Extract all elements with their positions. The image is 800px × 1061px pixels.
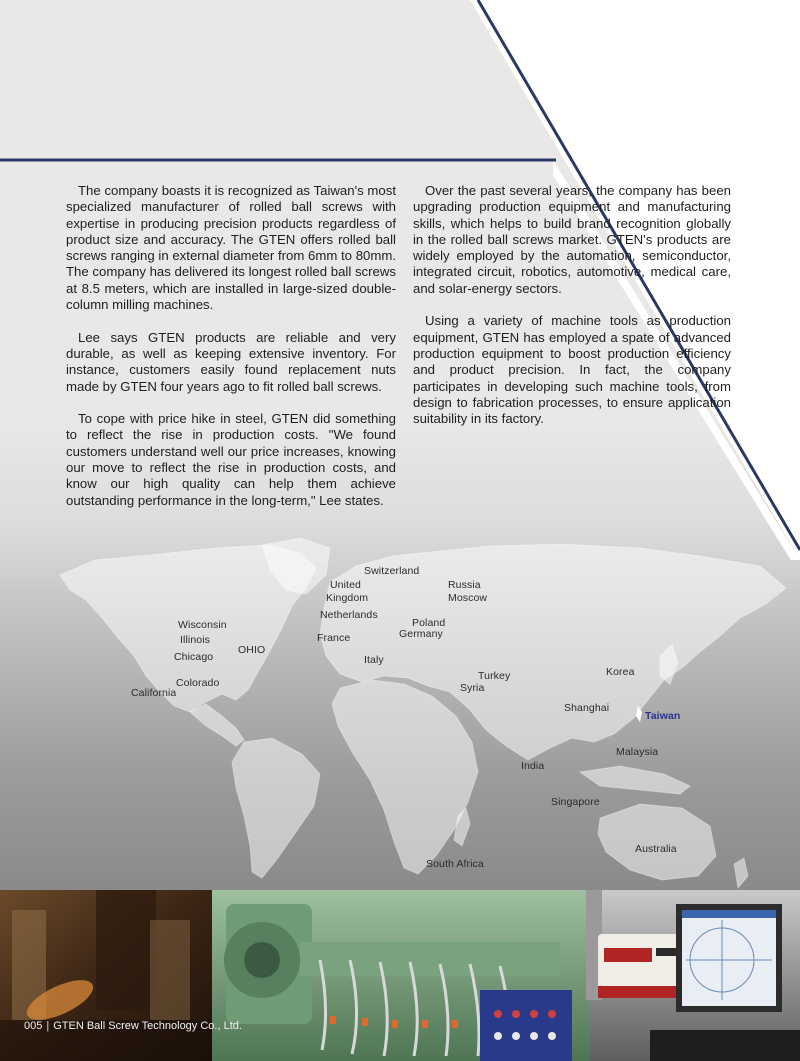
map-label-south-africa: South Africa — [426, 858, 484, 870]
map-label-shanghai: Shanghai — [564, 702, 610, 714]
map-label-korea: Korea — [606, 666, 635, 678]
map-label-germany: Germany — [399, 628, 443, 640]
map-label-france: France — [317, 632, 351, 644]
page-footer — [24, 1020, 242, 1032]
southeast-asia-islands-shape — [580, 766, 690, 794]
map-label-singapore: Singapore — [551, 796, 600, 808]
map-label-kingdom: Kingdom — [326, 592, 369, 604]
paragraph: The company boasts it is recognized as Taiwan's most specialized manufacturer of rolled ball screws with expertise in producing precision products regardless of product size and accuracy. The GTEN offers rolled ball screws ranging in external diameter from 6mm to 80mm. The company has delivered its longest rolled ball screws at 8.5 meters, which are installed in large-sized double-column milling machines. — [66, 183, 396, 313]
paragraph: To cope with price hike in steel, GTEN did something to reflect the rise in production costs. "We found customers understand well our price increases, knowing our move to reflect the rise in production costs, and know our high quality can help them achieve outstanding performance in the long-term," Lee states. — [66, 411, 396, 508]
map-label-india: India — [521, 760, 545, 772]
africa-shape — [332, 680, 478, 874]
map-label-colorado: Colorado — [176, 677, 220, 689]
paragraph: Lee says GTEN products are reliable and very durable, as well as keeping extensive inventory. For instance, customers easily found replacement nuts made by GTEN four years ago to fit rolled ball screws. — [66, 329, 396, 394]
map-label-turkey: Turkey — [478, 670, 511, 682]
map-label-moscow: Moscow — [448, 592, 488, 604]
workshop-photo — [0, 890, 212, 1061]
map-label-malaysia: Malaysia — [616, 746, 659, 758]
map-label-ohio: OHIO — [238, 644, 266, 656]
map-label-poland: Poland — [412, 617, 446, 629]
map-label-netherlands: Netherlands — [320, 609, 378, 621]
paragraph: Over the past several years, the company has been upgrading production equipment and manufacturing skills, which helps to build brand recognition globally in the rolled ball screws market. GTEN's products are widely employed by the automation, semiconductor, integrated circuit, robotics, automotive, medical care, and solar-energy sectors. — [413, 183, 731, 296]
map-label-australia: Australia — [635, 843, 677, 855]
new-zealand-shape — [734, 858, 748, 888]
machinery-photo — [212, 890, 590, 1061]
article-column-left — [66, 183, 396, 525]
map-label-illinois: Illinois — [180, 634, 210, 646]
paragraph: Using a variety of machine tools as production equipment, GTEN has employed a spate of advanced production equipment to boost production efficiency and product precision. In fact, the company participates in developing such machine tools, from design to fabrication processes, to ensure application suitability in its factory. — [413, 313, 731, 427]
south-america-shape — [232, 738, 320, 878]
australia-shape — [598, 804, 716, 880]
page-number: 005 — [24, 1020, 43, 1032]
central-america-shape — [190, 704, 244, 746]
map-label-california: California — [131, 687, 177, 699]
article-column-right — [413, 183, 731, 444]
map-label-syria: Syria — [460, 682, 485, 694]
footer-separator: | — [46, 1020, 50, 1032]
map-label-wisconsin: Wisconsin — [178, 619, 227, 631]
map-label-chicago: Chicago — [174, 651, 214, 663]
map-label-italy: Italy — [364, 654, 384, 666]
map-label-united: United — [330, 579, 361, 591]
photo-strip — [0, 890, 800, 1061]
map-label-switzerland: Switzerland — [364, 565, 420, 577]
map-label-taiwan: Taiwan — [645, 710, 681, 722]
measuring-instrument-photo — [586, 890, 800, 1061]
company-name: GTEN Ball Screw Technology Co., Ltd. — [53, 1020, 242, 1032]
map-label-russia: Russia — [448, 579, 481, 591]
